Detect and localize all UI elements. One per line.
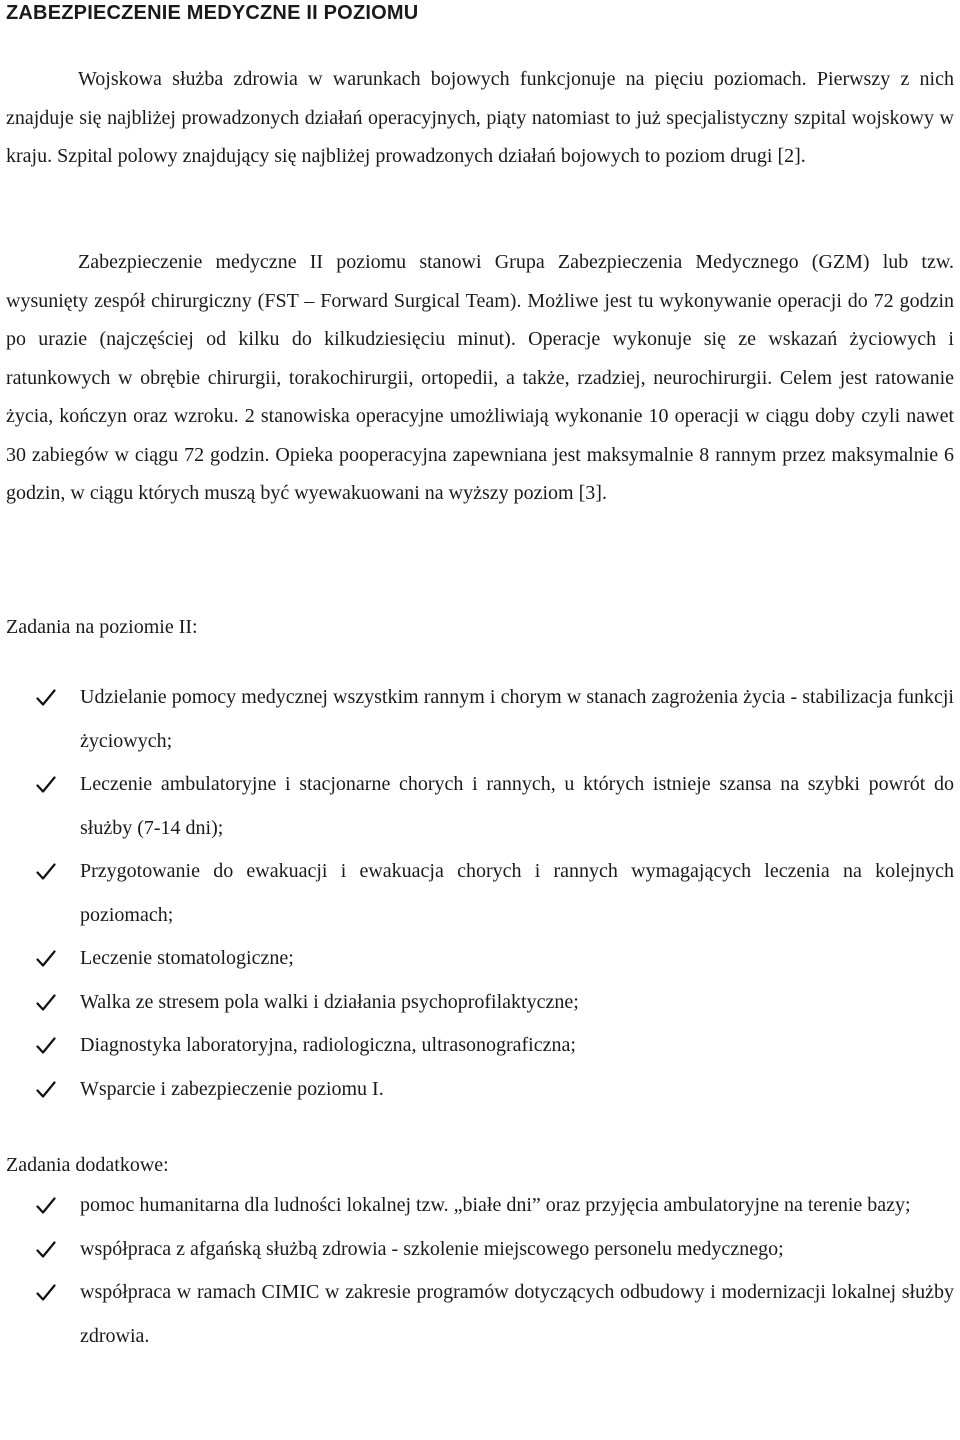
list-item-text: współpraca z afgańską służbą zdrowia - szkolenie miejscowego personelu medycznego; (80, 1237, 784, 1260)
list-item (0, 1184, 960, 1228)
intro-paragraph: Wojskowa służba zdrowia w warunkach bojowych funkcjonuje na pięciu poziomach. Pierwszy z nich znajduje się najbliżej prowadzonych działań operacyjnych, piąty natomiast to już specjalistyczny szpital wojskowy w kraju. Szpital polowy znajdujący się najbliżej prowadzonych działań bojowych to poziom drugi [2]. (6, 68, 954, 167)
list-item-text: pomoc humanitarna dla ludności lokalnej tzw. „białe dni” oraz przyjęcia ambulatoryjne na terenie bazy; (80, 1194, 911, 1216)
list-item (0, 1024, 960, 1068)
checkmark-icon (36, 1241, 56, 1259)
checkmark-icon (36, 1037, 56, 1055)
checkmark-icon (36, 1284, 56, 1302)
list-item (0, 763, 960, 850)
checkmark-icon (36, 950, 56, 968)
list-item (0, 981, 960, 1025)
list-item (0, 850, 960, 937)
checkmark-icon (36, 1197, 56, 1215)
gzm-paragraph: Zabezpieczenie medyczne II poziomu stanowi Grupa Zabezpieczenia Medycznego (GZM) lub tzw. wysunięty zespół chirurgiczny (FST – Forward Surgical Team). Możliwe jest tu wykonywanie operacji do 72 godzin po urazie (najczęściej od kilku do kilkudziesięciu minut). Operacje wykonuje się ze wskazań życiowych i ratunkowych w obrębie chirurgii, torakochirurgii, ortopedii, a także, rzadziej, neurochirurgii. Celem jest ratowanie życia, kończyn oraz wzroku. 2 stanowiska operacyjne umożliwiają wykonanie 10 operacji w ciągu doby czyli nawet 30 zabiegów w ciągu 72 godzin. Opieka pooperacyjna zapewniana jest maksymalnie 8 rannym przez maksymalnie 6 godzin, w ciągu których muszą być wyewakuowani na wyższy poziom [3]. (6, 251, 954, 504)
list-item (0, 676, 960, 763)
additional-tasks-list (0, 1184, 960, 1358)
list-item-text: Leczenie ambulatoryjne i stacjonarne chorych i rannych, u których istnieje szansa na szybki powrót do służby (7-14 dni); (80, 773, 954, 839)
checkmark-icon (36, 1081, 56, 1099)
checkmark-icon (36, 994, 56, 1012)
checkmark-icon (36, 776, 56, 794)
list-item-text: Wsparcie i zabezpieczenie poziomu I. (80, 1077, 384, 1100)
additional-tasks-label: Zadania dodatkowe: (6, 1154, 169, 1176)
document-heading: ZABEZPIECZENIE MEDYCZNE II POZIOMU (6, 2, 419, 24)
list-item-text: Udzielanie pomocy medycznej wszystkim rannym i chorym w stanach zagrożenia życia - stabilizacja funkcji życiowych; (80, 686, 954, 752)
checkmark-icon (36, 689, 56, 707)
list-item (0, 1068, 960, 1112)
list-item-text: Przygotowanie do ewakuacji i ewakuacja chorych i rannych wymagających leczenia na kolejnych poziomach; (80, 860, 954, 926)
checkmark-icon (36, 863, 56, 881)
list-item-text: Leczenie stomatologiczne; (80, 947, 294, 969)
list-item (0, 1228, 960, 1272)
tasks-label: Zadania na poziomie II: (6, 616, 198, 638)
list-item-text: Walka ze stresem pola walki i działania psychoprofilaktyczne; (80, 990, 579, 1013)
list-item (0, 937, 960, 981)
list-item (0, 1271, 960, 1358)
list-item-text: współpraca w ramach CIMIC w zakresie programów dotyczących odbudowy i modernizacji lokalnej służby zdrowia. (80, 1281, 954, 1347)
tasks-list (0, 676, 960, 1111)
list-item-text: Diagnostyka laboratoryjna, radiologiczna, ultrasonograficzna; (80, 1034, 576, 1056)
